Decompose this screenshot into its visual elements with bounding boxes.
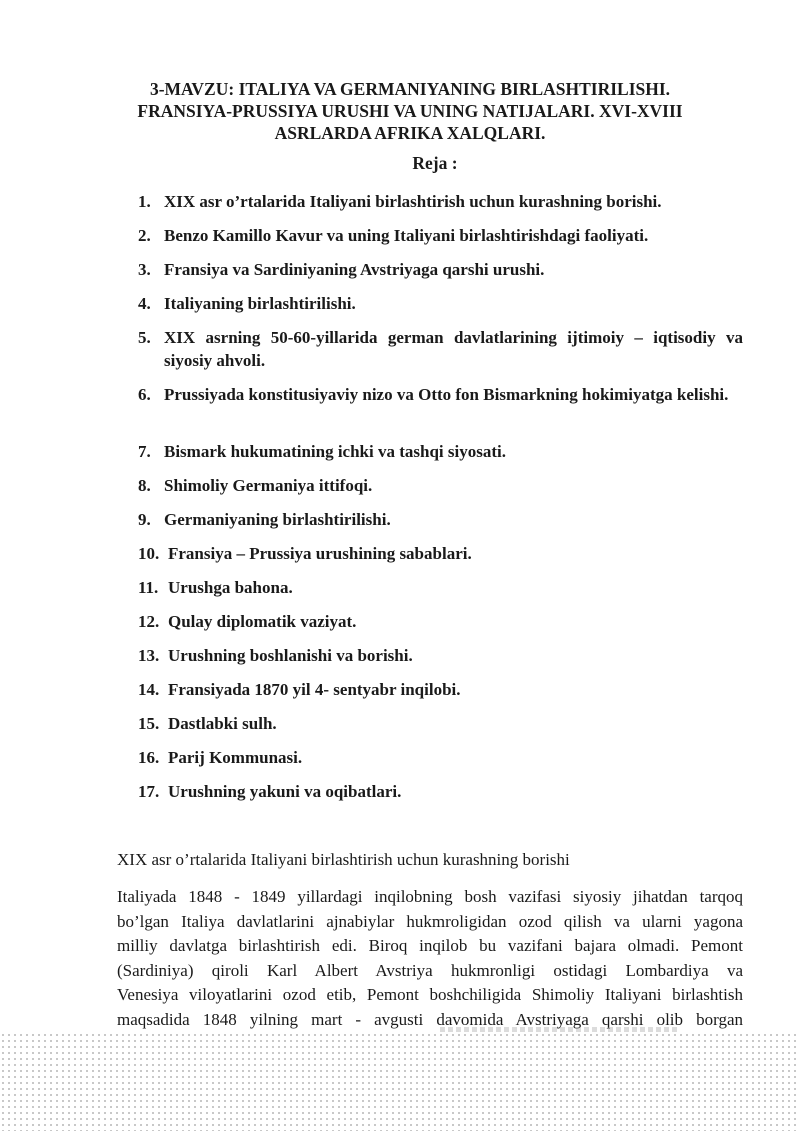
plan-item-number: 11. <box>138 578 159 597</box>
plan-item-number: 3. <box>138 260 151 279</box>
plan-item <box>138 508 743 531</box>
plan-item-text: Fransiya va Sardiniyaning Avstriyaga qarshi urushi. <box>164 260 545 279</box>
plan-item-text: Dastlabki sulh. <box>168 714 277 733</box>
paragraph-line: bo’lgan Italiya davlatlarini ajnabiylar hukmroligidan ozod qilish va ularni yagona <box>117 911 743 931</box>
plan-item-text: Fransiyada 1870 yil 4- sentyabr inqilobi. <box>168 680 461 699</box>
plan-item <box>138 383 743 406</box>
plan-item <box>138 190 743 213</box>
plan-item <box>138 474 743 497</box>
paragraph-line: Italiyada 1848 - 1849 yillardagi inqilobning bosh vazifasi siyosiy jihatdan tarqoq <box>117 887 743 906</box>
paragraph-line: maqsadida 1848 yilning mart - avgusti davomida Avstriyaga qarshi olib borgan <box>117 1009 743 1029</box>
plan-item <box>138 542 743 565</box>
plan-item-number: 17. <box>138 782 160 801</box>
plan-item-text: Italiyaning birlashtirilishi. <box>164 294 356 313</box>
plan-item-number: 10. <box>138 544 160 563</box>
plan-item <box>138 576 743 599</box>
plan-item <box>138 746 743 769</box>
plan-item <box>138 292 743 315</box>
paragraph-line: (Sardiniya) qiroli Karl Albert Avstriya hukmronligi ostidagi Lombardiya va <box>117 960 743 980</box>
plan-item-text: Bismark hukumatining ichki va tashqi siyosati. <box>164 442 506 461</box>
section-heading: XIX asr o’rtalarida Italiyani birlashtirish uchun kurashning borishi <box>117 850 570 869</box>
plan-heading: Reja : <box>412 153 458 173</box>
plan-item <box>138 610 743 633</box>
plan-item-text: Urushning boshlanishi va borishi. <box>168 646 413 665</box>
paragraph-line: Venesiya viloyatlarini ozod etib, Pemont boshchiligida Shimoliy Italiyani birlashtish <box>117 985 743 1004</box>
paragraph-line: milliy davlatga birlashtirish edi. Biroq inqilob bu vazifani bajara olmadi. Pemont <box>117 936 743 955</box>
title-line-2: FRANSIYA-PRUSSIYA URUSHI VA UNING NATIJALARI. XVI-XVIII <box>137 101 683 121</box>
plan-item-number: 2. <box>138 226 151 245</box>
plan-item-number: 13. <box>138 646 160 665</box>
plan-item-number: 9. <box>138 510 151 529</box>
plan-item-number: 14. <box>138 680 160 699</box>
plan-item <box>138 678 743 701</box>
plan-item <box>138 712 743 735</box>
document-title <box>60 78 760 144</box>
plan-item-number: 8. <box>138 476 151 495</box>
plan-item <box>138 224 743 247</box>
plan-item-text: Germaniyaning birlashtirilishi. <box>164 510 391 529</box>
plan-item <box>138 644 743 667</box>
plan-item-number: 7. <box>138 442 151 461</box>
plan-item-number: 15. <box>138 714 160 733</box>
plan-item-text: XIX asrning 50-60-yillarida german davlatlarining ijtimoiy – iqtisodiy va siyosiy ahvoli. <box>164 328 743 370</box>
plan-item <box>138 326 743 372</box>
plan-item-number: 16. <box>138 748 160 767</box>
plan-item-number: 4. <box>138 294 151 313</box>
title-line-1: 3-MAVZU: ITALIYA VA GERMANIYANING BIRLASHTIRILISHI. <box>149 79 671 99</box>
title-line-3: ASRLARDA AFRIKA XALQLARI. <box>274 123 546 143</box>
plan-item-text: Benzo Kamillo Kavur va uning Italiyani birlashtirishdagi faoliyati. <box>164 226 649 245</box>
plan-item-text: XIX asr o’rtalarida Italiyani birlashtirish uchun kurashning borishi. <box>164 192 662 211</box>
plan-item-text: Qulay diplomatik vaziyat. <box>168 612 357 631</box>
plan-item-text: Urushning yakuni va oqibatlari. <box>168 782 402 801</box>
plan-item-text: Fransiya – Prussiya urushining sabablari. <box>168 544 472 563</box>
plan-item <box>138 258 743 281</box>
plan-item-number: 12. <box>138 612 160 631</box>
plan-item <box>138 780 743 803</box>
plan-item-number: 5. <box>138 328 151 347</box>
dotted-overlay <box>0 1032 800 1131</box>
plan-item-text: Parij Kommunasi. <box>168 748 303 767</box>
plan-item <box>138 440 743 463</box>
plan-item-number: 1. <box>138 192 151 211</box>
plan-item-text: Prussiyada konstitusiyaviy nizo va Otto fon Bismarkning hokimiyatga kelishi. <box>164 385 729 404</box>
plan-item-number: 6. <box>138 385 151 404</box>
plan-item-text: Shimoliy Germaniya ittifoqi. <box>164 476 373 495</box>
plan-item-text: Urushga bahona. <box>168 578 293 597</box>
